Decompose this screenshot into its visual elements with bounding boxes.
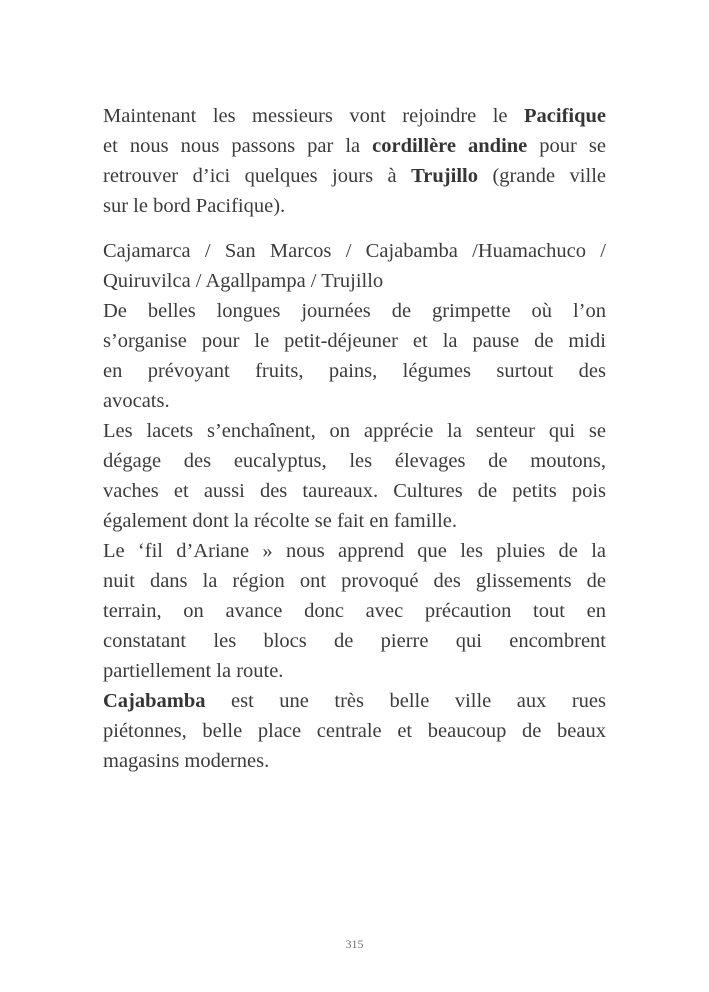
paragraph xyxy=(103,236,606,296)
text-run: Les lacets s’enchaînent, on apprécie la senteur qui se xyxy=(103,420,606,442)
text-run: est une très belle ville aux rues xyxy=(205,690,606,712)
text-run: pour se xyxy=(527,135,606,157)
text-run: magasins modernes. xyxy=(103,750,270,772)
text-line xyxy=(103,746,606,776)
text-line xyxy=(103,656,606,686)
text-line xyxy=(103,161,606,191)
text-line xyxy=(103,266,606,296)
text-line xyxy=(103,626,606,656)
text-line xyxy=(103,296,606,326)
text-run: dégage des eucalyptus, les élevages de moutons, xyxy=(103,450,606,472)
text-run: (grande ville xyxy=(477,165,606,187)
bold-text-run: Pacifique xyxy=(524,105,606,127)
text-line xyxy=(103,101,606,131)
page-text-content xyxy=(103,101,606,776)
text-run: Le ‘fil d’Ariane » nous apprend que les pluies de la xyxy=(103,540,606,562)
text-run: et nous nous passons par la xyxy=(103,135,373,157)
text-run: Cajamarca / San Marcos / Cajabamba /Huamachuco / xyxy=(103,240,606,262)
text-line xyxy=(103,326,606,356)
text-line xyxy=(103,506,606,536)
bold-text-run: Cajabamba xyxy=(103,690,206,712)
text-line xyxy=(103,131,606,161)
bold-text-run: cordillère andine xyxy=(372,135,528,157)
text-run: avocats. xyxy=(103,390,170,412)
text-run: s’organise pour le petit-déjeuner et la pause de midi xyxy=(103,330,606,352)
text-run: vaches et aussi des taureaux. Cultures de petits pois xyxy=(103,480,606,502)
text-run: sur le bord Pacifique). xyxy=(103,195,286,217)
text-run: constatant les blocs de pierre qui encombrent xyxy=(103,630,606,652)
text-line xyxy=(103,716,606,746)
text-run: nuit dans la région ont provoqué des glissements de xyxy=(103,570,606,592)
page-number: 315 xyxy=(345,937,364,951)
paragraph xyxy=(103,296,606,416)
paragraph xyxy=(103,536,606,686)
text-run: Maintenant les messieurs vont rejoindre le xyxy=(103,105,524,127)
text-line xyxy=(103,566,606,596)
text-line xyxy=(103,446,606,476)
text-line xyxy=(103,191,606,221)
text-line xyxy=(103,476,606,506)
text-run: en prévoyant fruits, pains, légumes surtout des xyxy=(103,360,606,382)
text-line xyxy=(103,356,606,386)
text-line xyxy=(103,536,606,566)
text-run: Quiruvilca / Agallpampa / Trujillo xyxy=(103,270,384,292)
text-line xyxy=(103,416,606,446)
text-run: également dont la récolte se fait en famille. xyxy=(103,510,458,532)
text-run: De belles longues journées de grimpette où l’on xyxy=(103,300,606,322)
text-run: retrouver d’ici quelques jours à xyxy=(103,165,412,187)
bold-text-run: Trujillo xyxy=(411,165,478,187)
text-line xyxy=(103,596,606,626)
text-run: piétonnes, belle place centrale et beaucoup de beaux xyxy=(103,720,606,742)
text-line xyxy=(103,686,606,716)
text-line xyxy=(103,386,606,416)
paragraph xyxy=(103,101,606,221)
paragraph xyxy=(103,416,606,536)
text-line xyxy=(103,236,606,266)
paragraph xyxy=(103,686,606,776)
text-run: partiellement la route. xyxy=(103,660,284,682)
text-run: terrain, on avance donc avec précaution tout en xyxy=(103,600,606,622)
